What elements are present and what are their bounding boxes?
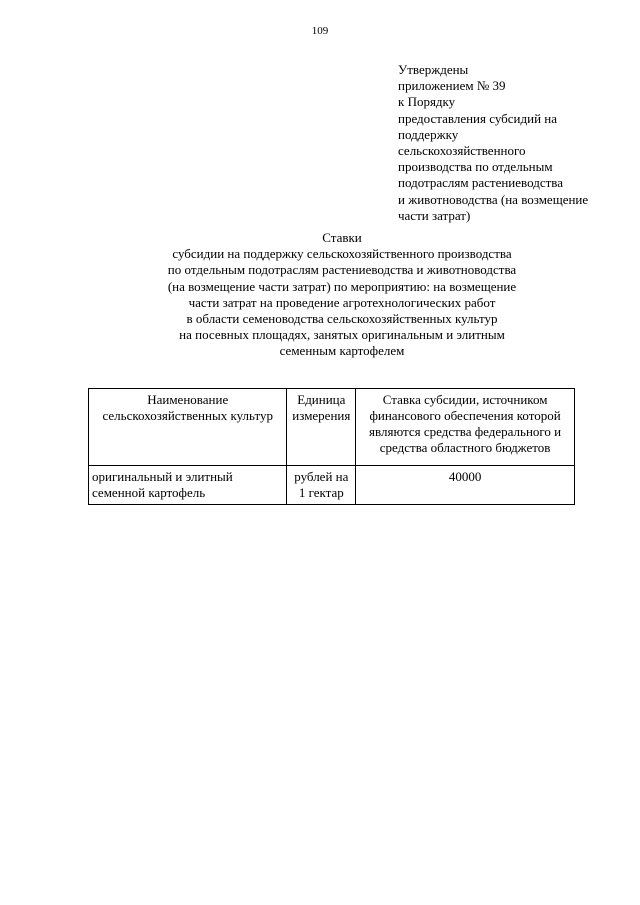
approval-line: Утверждены — [398, 62, 469, 77]
approval-stamp — [398, 62, 618, 224]
subsidy-rates-table — [88, 388, 575, 505]
cell-crop-name: оригинальный и элитный семенной картофель — [89, 466, 287, 505]
approval-line: части затрат) — [398, 207, 471, 223]
title-line: по отдельным подотраслям растениеводства и животноводства — [167, 262, 517, 278]
approval-line: подотраслям растениеводства — [398, 175, 564, 191]
title-line: в области семеноводства сельскохозяйственных культур — [186, 311, 498, 327]
approval-line: предоставления субсидий на — [398, 110, 558, 126]
approval-line: сельскохозяйственного — [398, 143, 526, 159]
cell-rate: 40000 — [356, 466, 575, 505]
title-line: субсидии на поддержку сельскохозяйственного производства — [172, 246, 512, 262]
title-line: Ставки — [322, 230, 362, 245]
approval-line: к Порядку — [398, 94, 456, 110]
table-header-row — [89, 389, 575, 466]
title-line: семенным картофелем — [279, 343, 405, 359]
document-title — [100, 230, 584, 360]
title-line: на посевных площадях, занятых оригинальным и элитным — [179, 327, 505, 343]
header-unit: Единица измерения — [287, 389, 356, 466]
approval-line: и животноводства (на возмещение — [398, 191, 589, 207]
header-rate: Ставка субсидии, источником финансового обеспечения которой являются средства федерального и средства областного бюджетов — [356, 389, 575, 466]
approval-line: производства по отдельным — [398, 159, 553, 175]
table-row — [89, 466, 575, 505]
approval-line: приложением № 39 — [398, 78, 506, 94]
approval-line: поддержку — [398, 126, 459, 142]
cell-unit: рублей на 1 гектар — [287, 466, 356, 505]
title-line: (на возмещение части затрат) по мероприятию: на возмещение — [167, 278, 517, 294]
page-number: 109 — [311, 25, 329, 37]
header-crop-name: Наименование сельскохозяйственных культур — [89, 389, 287, 466]
title-line: части затрат на проведение агротехнологических работ — [188, 294, 496, 310]
